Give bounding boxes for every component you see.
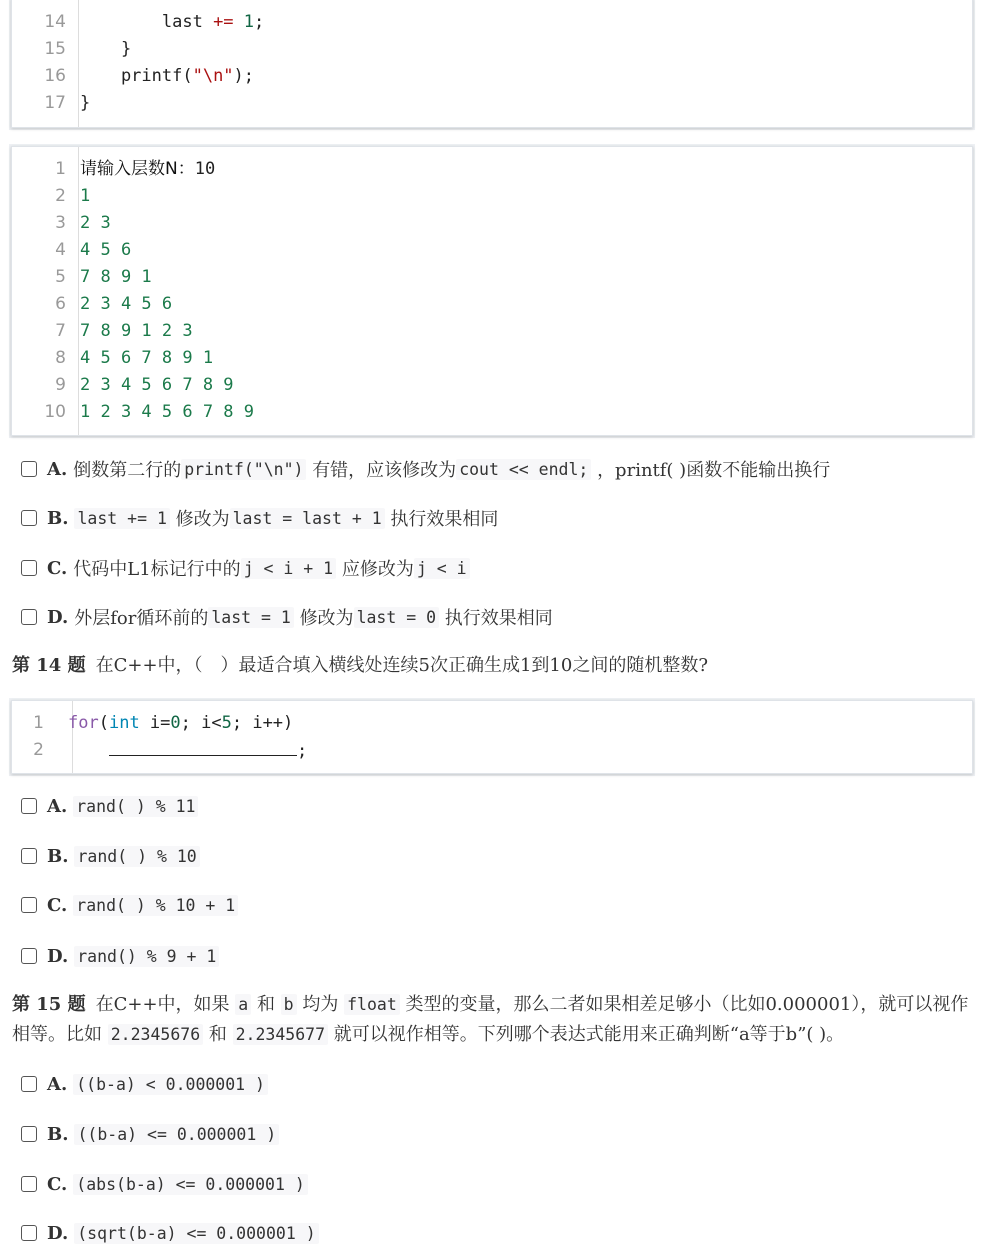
code-line	[12, 63, 972, 89]
output-line	[12, 237, 972, 263]
option-c[interactable]: C. 代码中L1标记行中的 j < i + 1 应修改为 j < i	[21, 554, 470, 582]
option-b[interactable]: B. last += 1 修改为 last = last + 1 执行效果相同	[21, 504, 498, 532]
output-text: 4 5 6 7 8 9 1	[80, 348, 214, 368]
inline-code: last = 0	[354, 607, 439, 628]
line-number: 14	[44, 12, 66, 32]
inline-code: rand( ) % 11	[73, 796, 198, 817]
line-number: 1	[55, 159, 66, 179]
option-b[interactable]: B. rand( ) % 10	[21, 842, 200, 870]
output-line	[12, 264, 972, 290]
inline-code: last = 1	[208, 607, 293, 628]
checkbox[interactable]	[21, 1126, 37, 1142]
output-line	[12, 291, 972, 317]
code-line	[12, 90, 972, 116]
code-text: }	[80, 93, 91, 113]
line-number: 8	[55, 348, 66, 368]
option-d[interactable]: D. 外层for循环前的 last = 1 修改为 last = 0 执行效果相同	[21, 603, 553, 631]
code-line	[12, 36, 972, 62]
line-number: 6	[55, 294, 66, 314]
checkbox[interactable]	[21, 1176, 37, 1192]
checkbox[interactable]	[21, 948, 37, 964]
checkbox[interactable]	[21, 848, 37, 864]
code-text: for(int i=0; i<5; i++)	[68, 713, 294, 733]
output-line	[12, 183, 972, 209]
option-c[interactable]: C. (abs(b-a) <= 0.000001 )	[21, 1170, 308, 1198]
checkbox[interactable]	[21, 897, 37, 913]
output-block	[11, 146, 973, 436]
output-text: 7 8 9 1	[80, 267, 152, 287]
checkbox[interactable]	[21, 461, 37, 477]
option-a[interactable]: A. 倒数第二行的 printf("\n") 有错，应该修改为 cout << endl; ，printf( )函数不能输出换行	[21, 455, 830, 483]
inline-code: rand( ) % 10	[74, 846, 199, 867]
line-number: 17	[44, 93, 66, 113]
code-line	[12, 9, 972, 35]
output-line	[12, 210, 972, 236]
inline-code: last = last + 1	[230, 508, 385, 529]
line-number: 5	[55, 267, 66, 287]
code-line	[12, 737, 972, 763]
checkbox[interactable]	[21, 1225, 37, 1241]
output-text	[80, 156, 215, 182]
inline-code: 2.2345677	[233, 1024, 328, 1045]
question-number: 第 15 题	[12, 994, 86, 1015]
checkbox[interactable]	[21, 560, 37, 576]
question-15: 第 15 题 在C++中，如果 a 和 b 均为 float 类型的变量，那么二者如果相差足够小（比如0.000001），就可以视作相等。比如 2.2345676 和 2.2345677 就可以视作相等。下列哪个表达式能用来正确判断“a等于b”( )。	[12, 994, 969, 1045]
line-number: 2	[55, 186, 66, 206]
prompt-text: 请输入层数N：	[80, 159, 195, 179]
inline-code: j < i	[414, 558, 470, 579]
prompt-value: 10	[194, 159, 216, 179]
line-number: 7	[55, 321, 66, 341]
inline-code: cout << endl;	[456, 459, 591, 480]
output-text: 7 8 9 1 2 3	[80, 321, 193, 341]
inline-code: a	[235, 994, 251, 1015]
inline-code: ((b-a) < 0.000001 )	[73, 1074, 268, 1095]
checkbox[interactable]	[21, 798, 37, 814]
output-line	[12, 399, 972, 425]
inline-code: rand( ) % 10 + 1	[73, 895, 238, 916]
inline-code: float	[344, 994, 400, 1015]
output-text: 4 5 6	[80, 240, 132, 260]
option-a[interactable]: A. ((b-a) < 0.000001 )	[21, 1070, 268, 1098]
inline-code: (sqrt(b-a) <= 0.000001 )	[74, 1223, 318, 1244]
output-text: 2 3 4 5 6	[80, 294, 173, 314]
inline-code: 2.2345676	[108, 1024, 203, 1045]
code-text: ;	[68, 737, 307, 764]
option-a[interactable]: A. rand( ) % 11	[21, 792, 198, 820]
fill-blank	[109, 737, 297, 756]
option-d[interactable]: D. rand() % 9 + 1	[21, 942, 219, 970]
line-number: 2	[33, 740, 44, 760]
inline-code: b	[281, 994, 297, 1015]
output-text: 2 3	[80, 213, 111, 233]
code-block-q14	[11, 700, 973, 774]
output-line	[12, 345, 972, 371]
option-b[interactable]: B. ((b-a) <= 0.000001 )	[21, 1120, 279, 1148]
option-d[interactable]: D. (sqrt(b-a) <= 0.000001 )	[21, 1219, 319, 1247]
checkbox[interactable]	[21, 510, 37, 526]
inline-code: rand() % 9 + 1	[74, 946, 219, 967]
code-line	[12, 710, 972, 736]
line-number: 4	[55, 240, 66, 260]
code-text: last += 1;	[80, 12, 265, 32]
line-number: 1	[33, 713, 44, 733]
option-c[interactable]: C. rand( ) % 10 + 1	[21, 891, 238, 919]
checkbox[interactable]	[21, 609, 37, 625]
code-text: printf("\n");	[80, 66, 255, 86]
inline-code: j < i + 1	[241, 558, 336, 579]
line-number: 10	[44, 402, 66, 422]
question-text: 在C++中，（ ）最适合填入横线处连续5次正确生成1到10之间的随机整数?	[95, 655, 708, 676]
line-number: 3	[55, 213, 66, 233]
code-text: }	[80, 39, 132, 59]
output-text: 1 2 3 4 5 6 7 8 9	[80, 402, 254, 422]
output-line	[12, 318, 972, 344]
line-number: 16	[44, 66, 66, 86]
inline-code: (abs(b-a) <= 0.000001 )	[73, 1174, 307, 1195]
inline-code: printf("\n")	[181, 459, 306, 480]
inline-code: ((b-a) <= 0.000001 )	[74, 1124, 279, 1145]
code-block-top	[11, 0, 973, 128]
checkbox[interactable]	[21, 1076, 37, 1092]
output-text: 1	[80, 186, 91, 206]
question-number: 第 14 题	[12, 655, 86, 676]
output-text: 2 3 4 5 6 7 8 9	[80, 375, 234, 395]
line-number: 15	[44, 39, 66, 59]
question-14	[12, 651, 972, 681]
output-line	[12, 156, 972, 182]
output-line	[12, 372, 972, 398]
inline-code: last += 1	[74, 508, 169, 529]
line-number: 9	[55, 375, 66, 395]
